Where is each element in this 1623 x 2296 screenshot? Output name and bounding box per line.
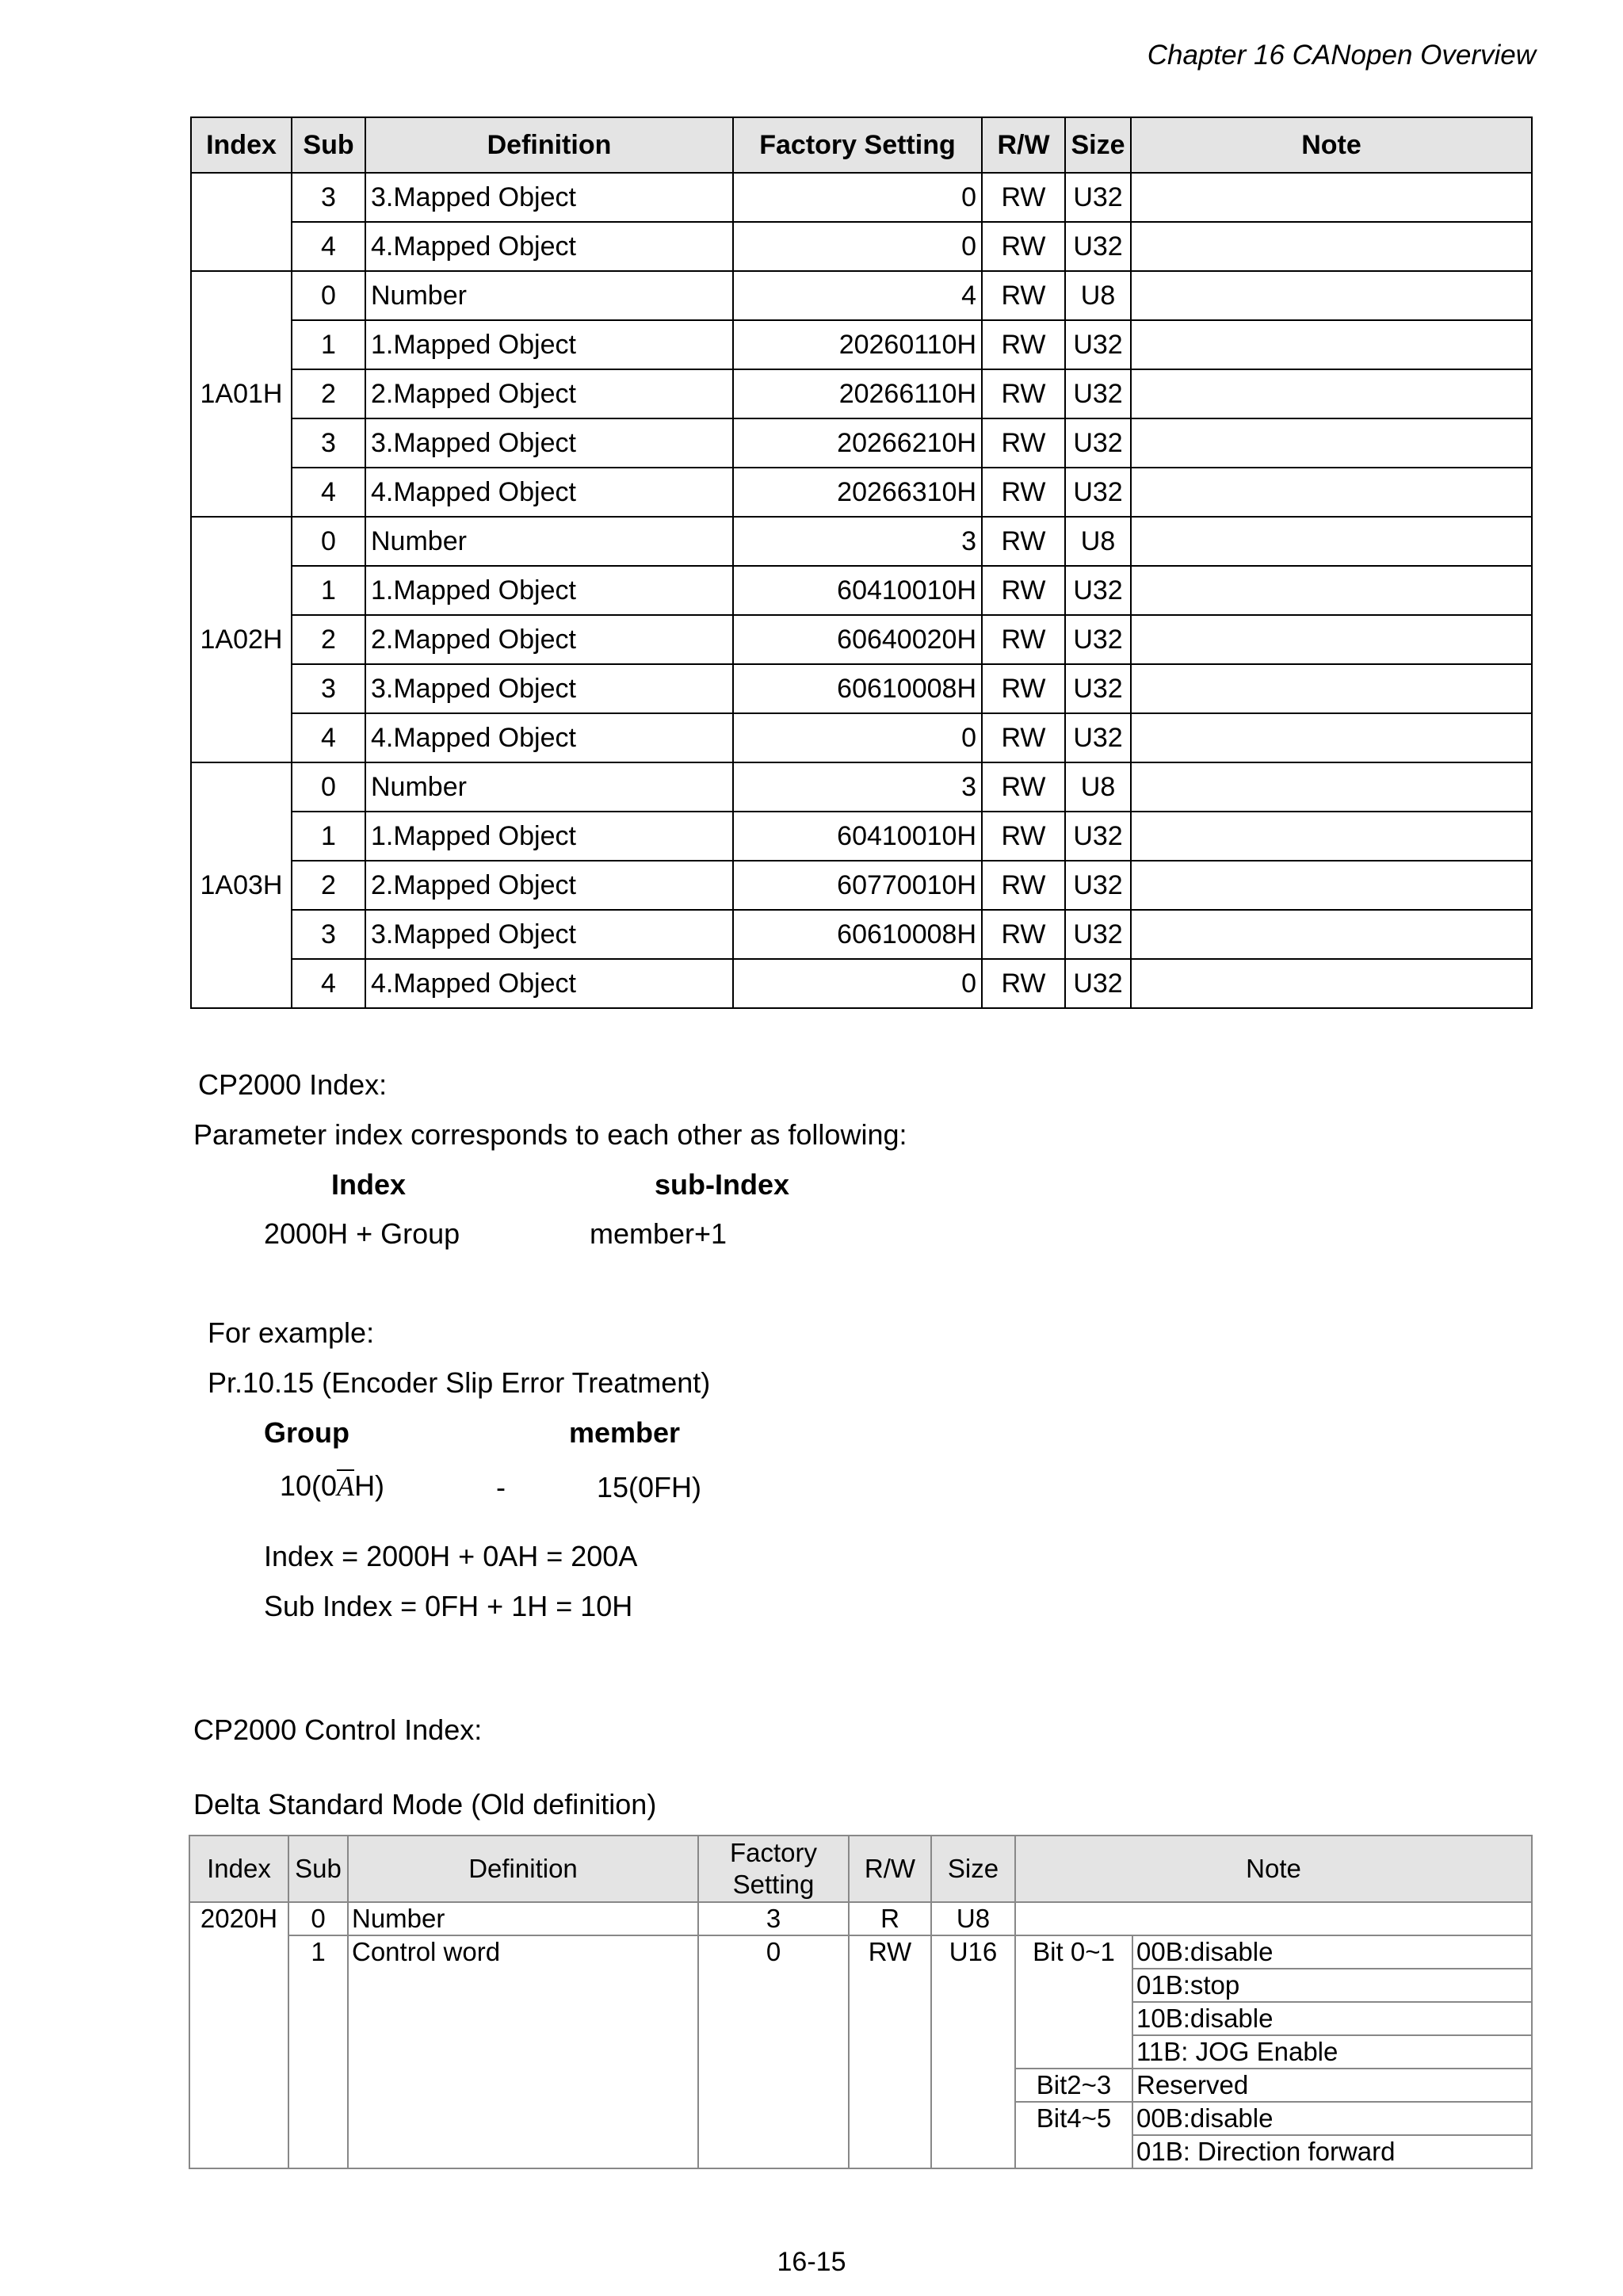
factory-setting-cell: 0: [733, 222, 982, 271]
definition-cell: Control word: [348, 1935, 698, 2168]
size-cell: U32: [1065, 320, 1131, 369]
table-row: [189, 1935, 1532, 1969]
control-header-factory-setting: [698, 1836, 849, 1902]
rw-cell: R: [849, 1902, 931, 1935]
definition-cell: Number: [348, 1902, 698, 1935]
formula-index: 2000H + Group: [264, 1217, 460, 1250]
bit-value-cell: 10B:disable: [1132, 2002, 1532, 2035]
sub-cell: 3: [292, 910, 365, 959]
rw-cell: RW: [982, 271, 1065, 320]
definition-cell: 3.Mapped Object: [365, 910, 733, 959]
table-row: [191, 418, 1532, 468]
header-rw: R/W: [982, 117, 1065, 173]
table-header-row: [191, 117, 1532, 173]
control-index-cell: 2020H: [189, 1902, 288, 2168]
factory-setting-cell: 20266110H: [733, 369, 982, 418]
table-row: [191, 861, 1532, 910]
factory-cell: 3: [698, 1902, 849, 1935]
chapter-header: Chapter 16 CANopen Overview: [1147, 40, 1536, 71]
size-cell: U32: [1065, 222, 1131, 271]
bit-value-cell: Reserved: [1132, 2069, 1532, 2102]
size-cell: U8: [1065, 762, 1131, 812]
definition-cell: 4.Mapped Object: [365, 222, 733, 271]
rw-cell: RW: [982, 517, 1065, 566]
sub-index-calculation: Sub Index = 0FH + 1H = 10H: [264, 1590, 633, 1622]
note-cell: [1131, 369, 1532, 418]
table-row: [191, 664, 1532, 713]
table-row: [191, 222, 1532, 271]
bit-value-cell: 00B:disable: [1132, 1935, 1532, 1969]
sub-cell: 4: [292, 222, 365, 271]
definition-cell: 2.Mapped Object: [365, 615, 733, 664]
rw-cell: RW: [982, 812, 1065, 861]
table-row: [191, 910, 1532, 959]
note-cell: [1131, 222, 1532, 271]
sub-cell: 4: [292, 959, 365, 1008]
rw-cell: RW: [982, 910, 1065, 959]
rw-cell: RW: [849, 1935, 931, 2168]
note-cell: [1131, 910, 1532, 959]
size-cell: U32: [1065, 369, 1131, 418]
rw-cell: RW: [982, 320, 1065, 369]
group-value: [280, 1469, 384, 1503]
sub-cell: 1: [288, 1935, 348, 2168]
factory-setting-cell: 3: [733, 517, 982, 566]
bit-value-cell: 01B: Direction forward: [1132, 2135, 1532, 2168]
dash-separator: -: [496, 1471, 506, 1503]
definition-cell: 1.Mapped Object: [365, 812, 733, 861]
group-value-prefix: 10(0: [280, 1469, 338, 1502]
factory-setting-cell: 20260110H: [733, 320, 982, 369]
factory-cell: 0: [698, 1935, 849, 2168]
sub-cell: 2: [292, 615, 365, 664]
note-cell: [1131, 713, 1532, 762]
bit-cell: Bit2~3: [1015, 2069, 1132, 2102]
table-row: [191, 173, 1532, 222]
factory-setting-cell: 20266310H: [733, 468, 982, 517]
sub-cell: 0: [288, 1902, 348, 1935]
table-row: [191, 762, 1532, 812]
control-header-index: Index: [189, 1836, 288, 1902]
index-cell: [191, 173, 292, 271]
size-cell: U32: [1065, 861, 1131, 910]
size-cell: U32: [1065, 812, 1131, 861]
definition-cell: 4.Mapped Object: [365, 468, 733, 517]
member-label: member: [569, 1416, 681, 1449]
cp2000-index-title: CP2000 Index:: [198, 1068, 388, 1101]
rw-cell: RW: [982, 762, 1065, 812]
rw-cell: RW: [982, 615, 1065, 664]
note-cell: [1131, 517, 1532, 566]
header-size: Size: [1065, 117, 1131, 173]
group-value-suffix: H): [354, 1469, 385, 1502]
size-cell: U8: [1065, 271, 1131, 320]
definition-cell: 4.Mapped Object: [365, 959, 733, 1008]
page-number: 16-15: [777, 2247, 846, 2277]
factory-line1: Factory: [729, 1838, 818, 1867]
size-cell: U32: [1065, 910, 1131, 959]
size-cell: U32: [1065, 566, 1131, 615]
mapping-table: [190, 117, 1533, 1009]
sub-cell: 0: [292, 271, 365, 320]
rw-cell: RW: [982, 418, 1065, 468]
table-row: [191, 959, 1532, 1008]
sub-cell: 4: [292, 468, 365, 517]
definition-cell: 2.Mapped Object: [365, 861, 733, 910]
definition-cell: 3.Mapped Object: [365, 664, 733, 713]
note-cell: [1015, 1902, 1532, 1935]
sub-cell: 3: [292, 173, 365, 222]
sub-cell: 1: [292, 566, 365, 615]
index-cell: 1A02H: [191, 517, 292, 762]
note-cell: [1131, 664, 1532, 713]
header-definition: Definition: [365, 117, 733, 173]
control-header-sub: Sub: [288, 1836, 348, 1902]
header-factory-setting: Factory Setting: [733, 117, 982, 173]
mapping-table-body: [191, 173, 1532, 1008]
definition-cell: 4.Mapped Object: [365, 713, 733, 762]
header-note: Note: [1131, 117, 1532, 173]
size-cell: U32: [1065, 418, 1131, 468]
example-label: For example:: [208, 1316, 375, 1349]
member-value: 15(0FH): [597, 1471, 702, 1503]
control-index-title: CP2000 Control Index:: [193, 1713, 483, 1746]
factory-setting-cell: 60610008H: [733, 910, 982, 959]
note-cell: [1131, 812, 1532, 861]
col-index-label: Index: [331, 1168, 407, 1201]
sub-cell: 2: [292, 861, 365, 910]
header-index: Index: [191, 117, 292, 173]
table-row: [191, 271, 1532, 320]
sub-cell: 0: [292, 517, 365, 566]
table-row: [191, 566, 1532, 615]
table-row: [191, 369, 1532, 418]
control-index-table: [189, 1835, 1533, 2169]
rw-cell: RW: [982, 222, 1065, 271]
definition-cell: 3.Mapped Object: [365, 418, 733, 468]
size-cell: U8: [1065, 517, 1131, 566]
rw-cell: RW: [982, 959, 1065, 1008]
cp2000-index-intro: Parameter index corresponds to each other as following:: [193, 1118, 907, 1151]
note-cell: [1131, 173, 1532, 222]
note-cell: [1131, 762, 1532, 812]
size-cell: U8: [931, 1902, 1015, 1935]
bit-cell: Bit 0~1: [1015, 1935, 1132, 2069]
factory-setting-cell: 60410010H: [733, 812, 982, 861]
definition-cell: 1.Mapped Object: [365, 320, 733, 369]
note-cell: [1131, 615, 1532, 664]
table-row: [191, 517, 1532, 566]
size-cell: U32: [1065, 468, 1131, 517]
rw-cell: RW: [982, 566, 1065, 615]
factory-setting-cell: 0: [733, 959, 982, 1008]
control-header-rw: R/W: [849, 1836, 931, 1902]
formula-sub-index: member+1: [590, 1217, 727, 1250]
factory-setting-cell: 60640020H: [733, 615, 982, 664]
control-mode-label: Delta Standard Mode (Old definition): [193, 1788, 657, 1820]
definition-cell: Number: [365, 762, 733, 812]
rw-cell: RW: [982, 664, 1065, 713]
rw-cell: RW: [982, 173, 1065, 222]
definition-cell: Number: [365, 271, 733, 320]
factory-setting-cell: 0: [733, 713, 982, 762]
index-cell: 1A01H: [191, 271, 292, 517]
bit-value-cell: 11B: JOG Enable: [1132, 2035, 1532, 2069]
control-header-size: Size: [931, 1836, 1015, 1902]
note-cell: [1131, 320, 1532, 369]
sub-cell: 2: [292, 369, 365, 418]
sub-cell: 1: [292, 812, 365, 861]
table-row: [191, 615, 1532, 664]
group-value-letter: A: [337, 1470, 355, 1502]
factory-setting-cell: 60770010H: [733, 861, 982, 910]
sub-cell: 1: [292, 320, 365, 369]
factory-setting-cell: 4: [733, 271, 982, 320]
definition-cell: 1.Mapped Object: [365, 566, 733, 615]
bit-cell: Bit4~5: [1015, 2102, 1132, 2168]
index-calculation: Index = 2000H + 0AH = 200A: [264, 1540, 638, 1572]
control-table-header-row: [189, 1836, 1532, 1902]
note-cell: [1131, 861, 1532, 910]
size-cell: U32: [1065, 664, 1131, 713]
sub-cell: 0: [292, 762, 365, 812]
index-cell: 1A03H: [191, 762, 292, 1008]
factory-setting-cell: 60610008H: [733, 664, 982, 713]
bit-value-cell: 00B:disable: [1132, 2102, 1532, 2135]
sub-cell: 3: [292, 664, 365, 713]
note-cell: [1131, 271, 1532, 320]
example-param: Pr.10.15 (Encoder Slip Error Treatment): [208, 1366, 711, 1399]
control-header-definition: Definition: [348, 1836, 698, 1902]
size-cell: U32: [1065, 615, 1131, 664]
note-cell: [1131, 468, 1532, 517]
definition-cell: Number: [365, 517, 733, 566]
table-row: [191, 713, 1532, 762]
definition-cell: 3.Mapped Object: [365, 173, 733, 222]
size-cell: U32: [1065, 713, 1131, 762]
table-row: [191, 468, 1532, 517]
rw-cell: RW: [982, 468, 1065, 517]
factory-setting-cell: 60410010H: [733, 566, 982, 615]
size-cell: U32: [1065, 173, 1131, 222]
factory-setting-cell: 20266210H: [733, 418, 982, 468]
group-label: Group: [264, 1416, 349, 1449]
rw-cell: RW: [982, 861, 1065, 910]
size-cell: U16: [931, 1935, 1015, 2168]
table-row: [189, 1902, 1532, 1935]
factory-line2: Setting: [732, 1870, 815, 1899]
note-cell: [1131, 959, 1532, 1008]
table-row: [191, 320, 1532, 369]
rw-cell: RW: [982, 369, 1065, 418]
bit-value-cell: 01B:stop: [1132, 1969, 1532, 2002]
control-header-note: Note: [1015, 1836, 1532, 1902]
col-sub-index-label: sub-Index: [655, 1168, 790, 1201]
sub-cell: 3: [292, 418, 365, 468]
header-sub: Sub: [292, 117, 365, 173]
rw-cell: RW: [982, 713, 1065, 762]
note-cell: [1131, 566, 1532, 615]
size-cell: U32: [1065, 959, 1131, 1008]
definition-cell: 2.Mapped Object: [365, 369, 733, 418]
sub-cell: 4: [292, 713, 365, 762]
table-row: [191, 812, 1532, 861]
note-cell: [1131, 418, 1532, 468]
factory-setting-cell: 3: [733, 762, 982, 812]
factory-setting-cell: 0: [733, 173, 982, 222]
